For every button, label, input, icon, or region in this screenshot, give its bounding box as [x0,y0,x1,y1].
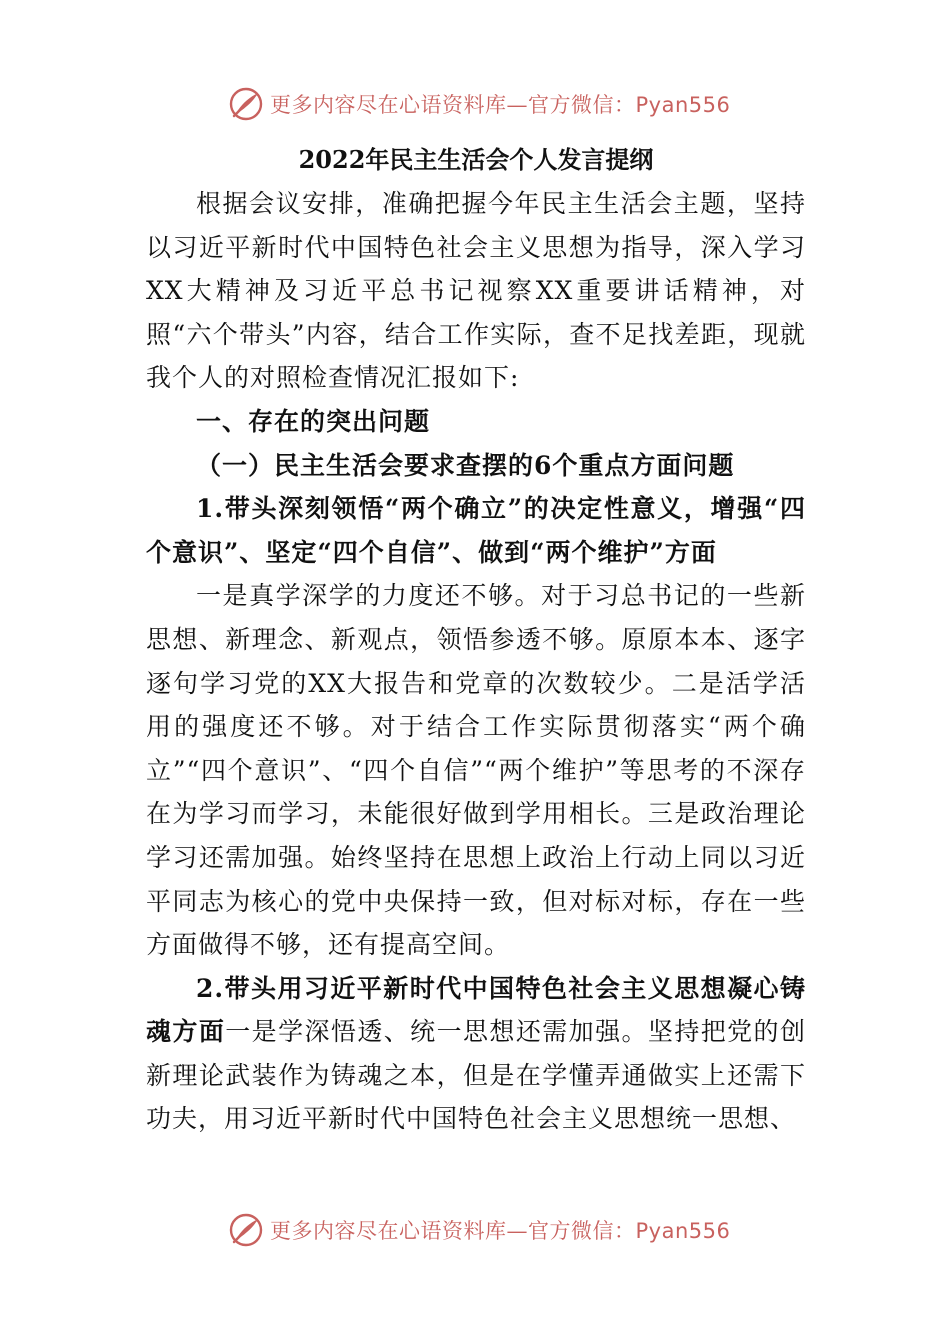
item2-body: 一是学深悟透、统一思想还需加强。坚持把党的创新理论武装作为铸魂之本，但是在学懂弄通做实上还需下功夫，用习近平新时代中国特色社会主义思想统一思想、 [146,1017,806,1134]
section-heading: 一、存在的突出问题 [196,406,431,436]
item1-heading: 1.带头深刻领悟“两个确立”的决定性意义，增强“四个意识”、坚定“四个自信”、做到“两个维护”方面 [146,494,806,567]
watermark-footer [228,1210,730,1250]
quill-logo-icon [228,1212,264,1248]
quill-logo-icon [228,86,264,122]
intro-paragraph: 根据会议安排，准确把握今年民主生活会主题，坚持以习近平新时代中国特色社会主义思想为指导，深入学习XX大精神及习近平总书记视察XX重要讲话精神，对照“六个带头”内容，结合工作实际，查不足找差距，现就我个人的对照检查情况汇报如下: [146,189,806,393]
watermark-header [228,84,730,124]
item2-heading: 2.带头用习近平新时代中国特色社会主义思想凝心铸魂方面 [146,973,806,1047]
subsection-heading: （一）民主生活会要求查摆的6个重点方面问题 [196,450,735,480]
document-title: 2022年民主生活会个人发言提纲 [298,145,654,174]
item1-body: 一是真学深学的力度还不够。对于习总书记的一些新思想、新理念、新观点，领悟参透不够。原原本本、逐字逐句学习党的XX大报告和党章的次数较少。二是活学活用的强度还不够。对于结合工作实际贯彻落实“两个确立”“四个意识”、“四个自信”“两个维护”等思考的不深存在为学习而学习，未能很好做到学用相长。三是政治理论学习还需加强。始终坚持在思想上政治上行动上同以习近平同志为核心的党中央保持一致，但对标对标，存在一些方面做得不够，还有提高空间。 [146,581,806,960]
watermark-text: 更多内容尽在心语资料库—官方微信：Pyan556 [270,93,731,117]
document-body [146,140,806,1141]
watermark-text: 更多内容尽在心语资料库—官方微信：Pyan556 [270,1219,731,1243]
item2-paragraph [146,967,806,1141]
